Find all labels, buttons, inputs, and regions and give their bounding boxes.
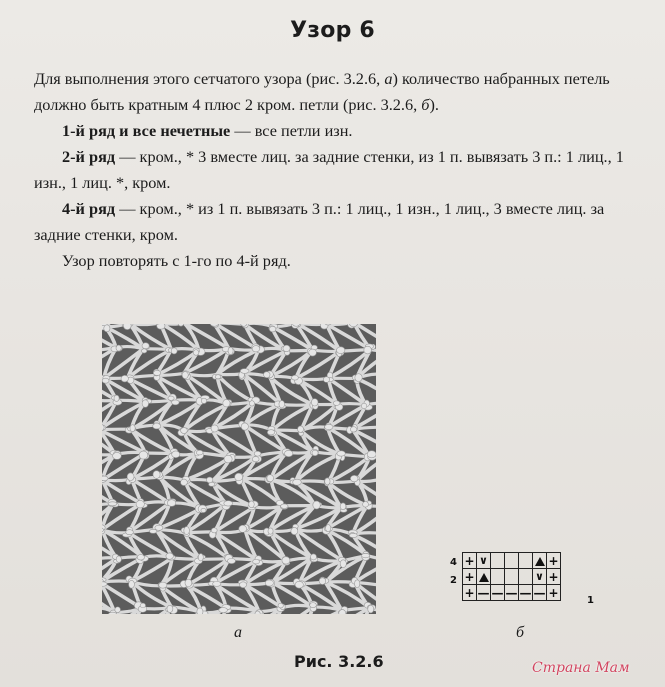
lace-pattern-image (102, 324, 376, 614)
chart-cell: + (464, 585, 475, 600)
chart-row-number-4: 4 (450, 557, 457, 568)
chart-cell (477, 553, 491, 569)
row-2-paragraph (34, 144, 644, 196)
knitting-photo (102, 324, 376, 614)
instructions (34, 66, 644, 274)
row-2-text: — кром., * 3 вместе лиц. за задние стенки, из 1 п. вывязать 3 п.: 1 лиц., 1 изн., 1 лиц. *, кром. (34, 147, 624, 192)
chart-cell: — (533, 585, 546, 600)
chart-cell (519, 553, 533, 569)
chart-cell (533, 569, 547, 585)
chart-cell (477, 569, 491, 585)
caption-a: а (234, 624, 242, 641)
row-2-label: 2-й ряд (62, 147, 116, 166)
intro-italic-a: а (384, 69, 393, 88)
chart-cell: + (548, 569, 559, 584)
chart-cell (505, 553, 519, 569)
chart-cell: — (491, 585, 504, 600)
chart-cell (491, 569, 505, 585)
row-1-label: 1-й ряд и все нечетные (62, 121, 231, 140)
decrease-triangle-icon (535, 557, 545, 566)
chart-cell (519, 569, 533, 585)
chart-row-number-2: 2 (450, 575, 457, 586)
chart-cell: + (464, 569, 475, 584)
row-1-text: — все петли изн. (230, 121, 353, 140)
chart-row-number-1: 1 (587, 595, 594, 606)
chart-row-1 (463, 585, 561, 601)
row-4-label: 4-й ряд (62, 199, 116, 218)
chart-cell: — (477, 585, 490, 600)
intro-part1: Для выполнения этого сетчатого узора (рис. 3.2.6, (34, 69, 385, 88)
row-4-text: — кром., * из 1 п. вывязать 3 п.: 1 лиц., 1 изн., 1 лиц., 3 вместе лиц. за задние стенки, кром. (34, 199, 605, 244)
stitch-chart (462, 552, 582, 606)
intro-italic-b: б (421, 95, 430, 114)
chart-cell: — (505, 585, 518, 600)
chart-cell (533, 553, 547, 569)
site-watermark: Страна Мам (532, 660, 630, 676)
increase-v-icon: ∨ (535, 570, 544, 583)
chart-cell (491, 553, 505, 569)
row-1-paragraph (34, 118, 644, 144)
chart-cell (505, 569, 519, 585)
row-4-paragraph (34, 196, 644, 248)
chart-cell: + (464, 553, 475, 568)
figure-caption: Рис. 3.2.6 (294, 652, 384, 671)
repeat-paragraph: Узор повторять с 1-го по 4-й ряд. (62, 251, 291, 270)
caption-b: б (516, 624, 525, 641)
intro-part2: ) количество набранных петель должно быть кратным 4 плюс 2 кром. петли (рис. 3.2.6, (34, 69, 610, 114)
page-title: Узор 6 (290, 18, 375, 43)
stitch-chart-grid (462, 552, 561, 601)
intro-paragraph (34, 66, 644, 118)
decrease-triangle-icon (479, 573, 489, 582)
chart-cell: + (548, 585, 559, 600)
chart-cell: + (548, 553, 559, 568)
chart-row-2 (463, 569, 561, 585)
increase-v-icon: ∨ (479, 554, 488, 567)
chart-row-4 (463, 553, 561, 569)
chart-cell: — (519, 585, 532, 600)
intro-part3: ). (429, 95, 439, 114)
